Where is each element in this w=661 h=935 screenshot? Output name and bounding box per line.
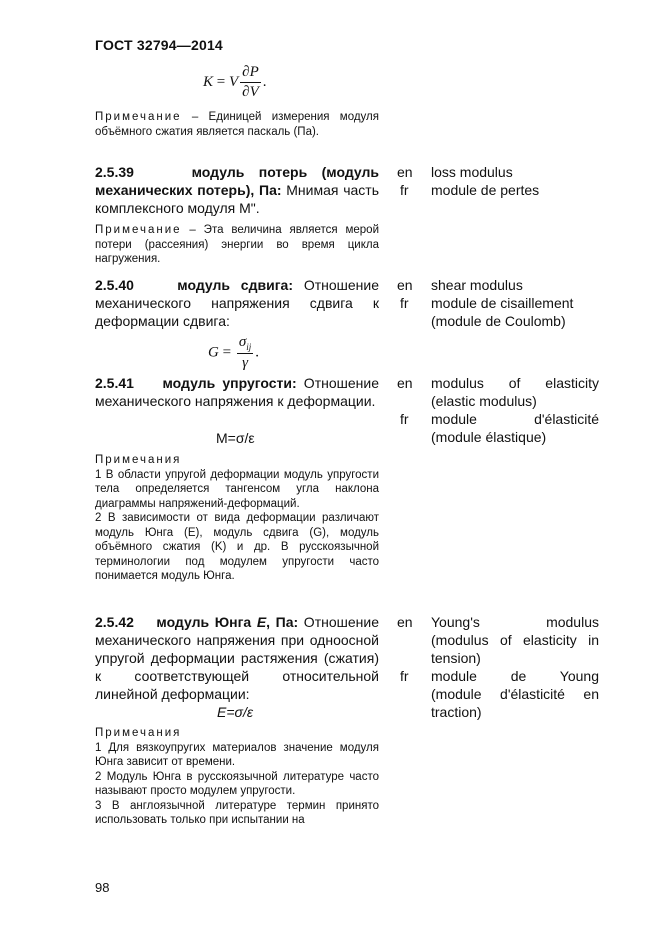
equivalent-fr-line: module d'élasticité xyxy=(431,411,599,427)
term-number: 2.5.40 xyxy=(95,277,134,293)
note-item: 2 В зависимости от вида деформации различают модуль Юнга (E), модуль сдвига (G), модуль объёмного сжатия (K) и др. В русскоязычной терминологии под модулем упругости часто понимается модуль Юнга. xyxy=(95,512,379,582)
note-2-5-39 xyxy=(95,223,379,267)
equivalent-en: loss modulus xyxy=(431,164,513,180)
term-definition: Отношение механического напряжения сдвига к деформации сдвига: xyxy=(95,277,379,329)
lang-en: en xyxy=(397,375,413,391)
equivalent-fr-line: (module d'élasticité en xyxy=(431,686,599,702)
equivalent-fr-line: module de Young xyxy=(431,668,599,684)
formula-end: . xyxy=(262,73,267,90)
lang-en: en xyxy=(397,614,413,630)
sigma: σ xyxy=(238,334,247,350)
term-2-5-39 xyxy=(95,163,379,217)
formula-text: E=σ/ε xyxy=(217,704,253,720)
equivalent-fr: module de pertes xyxy=(431,182,540,198)
term-definition: Мнимая часть комплексного модуля М". xyxy=(95,182,379,216)
equivalent-fr-line: traction) xyxy=(431,704,482,720)
fraction-numerator: ∂P xyxy=(240,64,261,83)
lang-fr: fr xyxy=(400,182,409,198)
lang-en: en xyxy=(397,277,413,293)
equivalent-fr xyxy=(431,294,573,330)
term-title: модуль потерь (модуль механических потерь), Па: xyxy=(95,164,379,198)
term-title-symbol: E xyxy=(256,614,267,630)
equivalent-fr-line: (module de Coulomb) xyxy=(431,313,566,329)
formula-eq: = xyxy=(216,73,226,90)
notes-2-5-41 xyxy=(95,453,379,584)
equivalent-en-line: tension) xyxy=(431,650,481,666)
formula-fraction xyxy=(237,334,253,372)
term-title: модуль сдвига: xyxy=(177,277,293,293)
equivalent-fr-line: (module élastique) xyxy=(431,429,547,445)
equivalent-en xyxy=(431,613,599,667)
term-number: 2.5.42 xyxy=(95,614,134,630)
formula-lhs: G xyxy=(208,344,219,361)
lang-fr: fr xyxy=(400,411,409,427)
note-item: 2 Модуль Юнга в русскоязычной литературе часто называют просто модулем упругости. xyxy=(95,770,379,797)
term-2-5-42 xyxy=(95,613,379,703)
lang-fr: fr xyxy=(400,668,409,684)
note-item: 1 В области упругой деформации модуль упругости тела определяется тангенсом угла наклона диаграммы напряжений-деформаций. xyxy=(95,468,379,510)
formula-shear-modulus xyxy=(208,334,259,372)
equivalent-en-line: Young's modulus xyxy=(431,614,599,630)
document-header: ГОСТ 32794—2014 xyxy=(95,37,223,53)
term-title-text: модуль Юнга xyxy=(156,614,257,630)
equivalent-en-line: (elastic modulus) xyxy=(431,393,537,409)
formula-eq: = xyxy=(222,344,232,361)
fraction-denominator: γ xyxy=(242,355,248,371)
term-title xyxy=(156,614,298,630)
notes-label: Примечания xyxy=(95,727,182,739)
equivalent-fr-line: module de cisaillement xyxy=(431,295,574,311)
lang-fr: fr xyxy=(400,295,409,311)
term-2-5-40 xyxy=(95,276,379,330)
lang-en: en xyxy=(397,164,413,180)
note-bulk-modulus xyxy=(95,110,379,139)
term-2-5-41 xyxy=(95,374,379,410)
note-label: Примечание xyxy=(95,224,182,236)
notes-2-5-42 xyxy=(95,726,379,828)
notes-label: Примечания xyxy=(95,454,182,466)
note-label: Примечание xyxy=(95,111,182,123)
note-text: – Эта величина является мерой потери (рассеяния) энергии во время цикла нагружения. xyxy=(95,224,379,265)
term-number: 2.5.39 xyxy=(95,164,134,180)
term-title: модуль упругости: xyxy=(162,375,297,391)
term-number: 2.5.41 xyxy=(95,375,134,391)
formula-end: . xyxy=(255,344,259,361)
equivalent-fr xyxy=(431,667,599,721)
fraction-numerator xyxy=(237,334,253,354)
note-item: 3 В англоязычной литературе термин принято использовать только при испытании на xyxy=(95,799,379,826)
formula-fraction xyxy=(240,64,261,101)
equivalent-fr xyxy=(431,410,599,446)
formula-young-modulus xyxy=(217,703,253,721)
note-item: 1 Для вязкоупругих материалов значение модуля Юнга зависит от времени. xyxy=(95,741,379,768)
fraction-denominator: ∂V xyxy=(242,84,259,100)
term-definition: Отношение механического напряжения при одноосной упругой деформации растяжения (сжатия) к соответствующей относительной линейной деформации: xyxy=(95,614,379,702)
equivalent-en-line: modulus of elasticity xyxy=(431,375,599,391)
page-number: 98 xyxy=(95,880,110,895)
term-definition: Отношение механического напряжения к деформации. xyxy=(95,375,379,409)
equivalent-en xyxy=(431,374,599,410)
equivalent-en-line: (modulus of elasticity in xyxy=(431,632,599,648)
formula-bulk-modulus xyxy=(203,64,266,101)
formula-elastic-modulus: M=σ/ε xyxy=(216,430,255,446)
subscript: ij xyxy=(246,342,252,352)
formula-v: V xyxy=(228,73,239,90)
term-title-unit: , Па: xyxy=(266,614,299,630)
equivalent-en: shear modulus xyxy=(431,277,523,293)
note-text: – Единицей измерения модуля объёмного сжатия является паскаль (Па). xyxy=(95,111,379,138)
formula-lhs: K xyxy=(203,73,214,90)
